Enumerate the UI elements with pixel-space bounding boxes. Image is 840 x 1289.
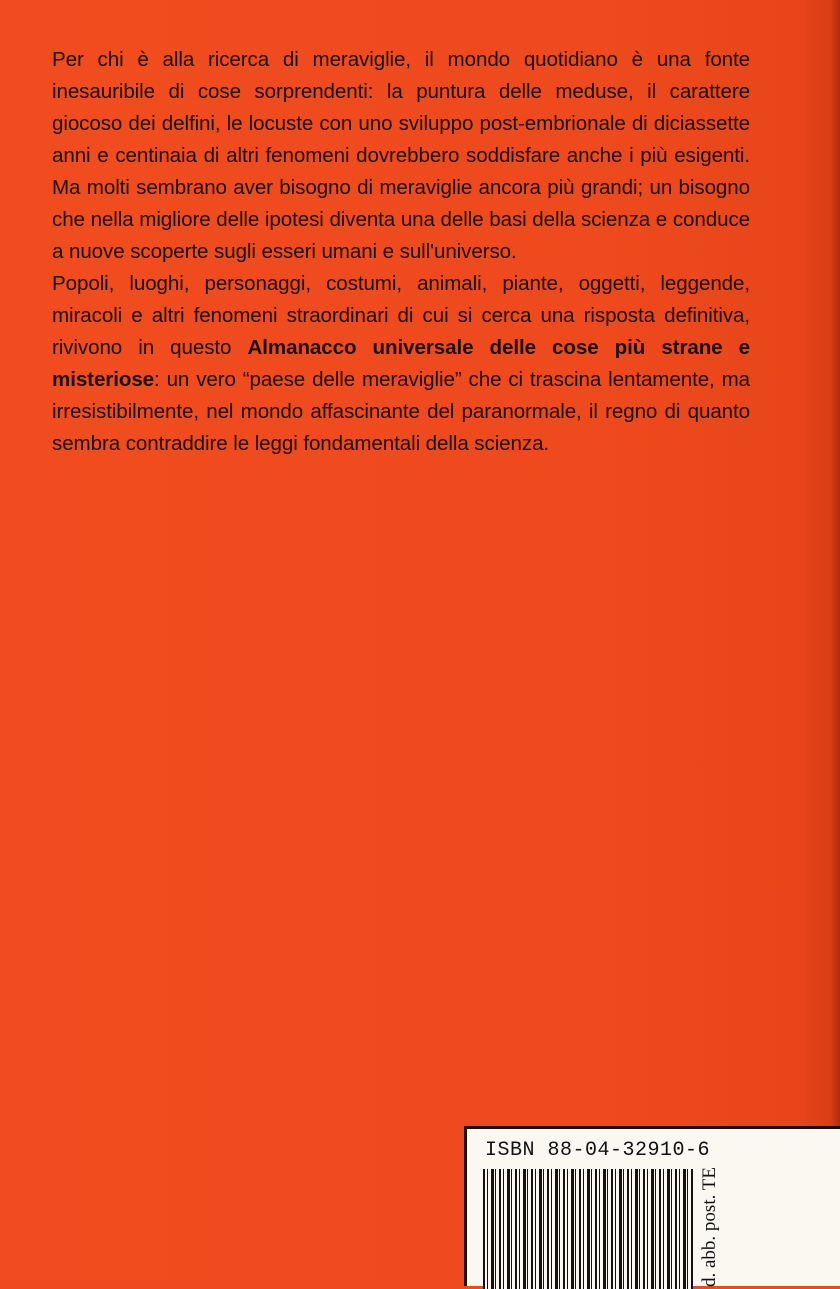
barcode-panel xyxy=(464,1126,840,1286)
isbn-label: ISBN 88-04-32910-6 xyxy=(485,1139,711,1162)
postal-note: d. abb. post. TE xyxy=(699,1167,720,1287)
blurb-paragraph-2-start: Popoli, luoghi, personaggi, costumi, animali, piante, oggetti, leggende, miracoli e altri fenomeni straordinari di cui si cerca una risposta definitiva, rivivono in questo xyxy=(52,272,750,359)
blurb-paragraph-1: Per chi è alla ricerca di meraviglie, il mondo quotidiano è una fonte inesauribile di cose sorprendenti: la puntura delle meduse, il carattere giocoso dei delfini, le locuste con uno sviluppo post-embrionale di diciassette anni e centinaia di altri fenomeni dovrebbero soddisfare anche i più esigenti. Ma molti sembrano aver bisogno di meraviglie ancora più grandi; un bisogno che nella migliore delle ipotesi diventa una delle basi della scienza e conduce a nuove scoperte sugli esseri umani e sull'universo. xyxy=(52,48,750,263)
cover-edge-shadow xyxy=(830,0,840,1280)
barcode-bars xyxy=(483,1169,693,1289)
blurb-paragraph-2-end: : un vero “paese delle meraviglie” che ci trascina lentamente, ma irresistibilmente, nel mondo affascinante del paranormale, il regno di quanto sembra contraddire le leggi fondamentali della scienza. xyxy=(52,368,750,455)
blurb-paragraph-2 xyxy=(52,268,750,460)
back-cover-blurb xyxy=(52,44,750,460)
book-title-bold: Almanacco universale delle cose più strane e misteriose xyxy=(52,336,750,391)
